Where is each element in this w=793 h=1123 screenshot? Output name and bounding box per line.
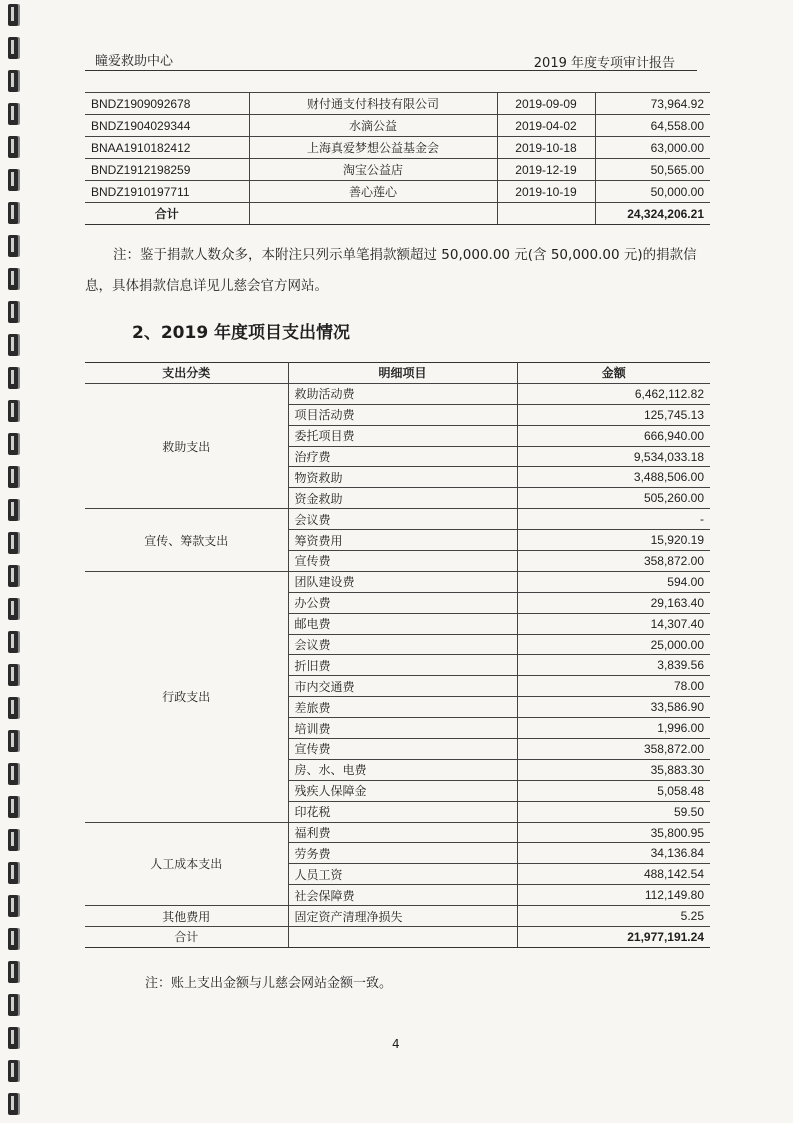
donation-row <box>85 93 710 115</box>
donation-date: 2019-04-02 <box>497 115 595 137</box>
donation-date: 2019-10-18 <box>497 137 595 159</box>
binding-ring <box>8 499 18 521</box>
binding-ring <box>8 928 18 950</box>
expenditure-row <box>85 571 710 592</box>
expenditure-amount: 505,260.00 <box>517 488 710 509</box>
expenditure-category: 救助支出 <box>85 383 288 508</box>
expenditure-amount: 125,745.13 <box>517 404 710 425</box>
donation-total: 24,324,206.21 <box>595 203 710 225</box>
expenditure-amount: 5.25 <box>517 906 710 927</box>
expenditure-amount: 35,883.30 <box>517 759 710 780</box>
donation-id: BNAA1910182412 <box>85 137 249 159</box>
binding-ring <box>8 37 18 59</box>
binding-ring <box>8 1060 18 1082</box>
header-amount: 金额 <box>517 363 710 384</box>
donation-amount: 64,558.00 <box>595 115 710 137</box>
expenditure-amount: 15,920.19 <box>517 530 710 551</box>
donation-note: 注：鉴于捐款人数众多，本附注只列示单笔捐款额超过 50,000.00 元(含 50,000.00 元)的捐款信息，具体捐款信息详见儿慈会官方网站。 <box>85 247 697 294</box>
expenditure-amount: 3,488,506.00 <box>517 467 710 488</box>
donation-id: BNDZ1912198259 <box>85 159 249 181</box>
binding-ring <box>8 664 18 686</box>
expenditure-amount: 1,996.00 <box>517 718 710 739</box>
donor-name: 财付通支付科技有限公司 <box>249 93 497 115</box>
expenditure-item: 项目活动费 <box>288 404 517 425</box>
expenditure-item: 人员工资 <box>288 864 517 885</box>
expenditure-amount: 488,142.54 <box>517 864 710 885</box>
expenditure-amount: 358,872.00 <box>517 551 710 572</box>
expenditure-item: 宣传费 <box>288 551 517 572</box>
expenditure-item: 团队建设费 <box>288 571 517 592</box>
binding-ring <box>8 202 18 224</box>
donation-row <box>85 159 710 181</box>
header-rule <box>85 70 697 71</box>
expenditure-amount: 35,800.95 <box>517 822 710 843</box>
expenditure-item: 委托项目费 <box>288 425 517 446</box>
binding-ring <box>8 796 18 818</box>
binding-ring <box>8 829 18 851</box>
expenditure-item: 救助活动费 <box>288 383 517 404</box>
expenditure-item: 劳务费 <box>288 843 517 864</box>
expenditure-table <box>85 362 710 948</box>
donation-total-row <box>85 203 710 225</box>
binding-ring <box>8 235 18 257</box>
binding-ring <box>8 565 18 587</box>
binding-ring <box>8 763 18 785</box>
expenditure-amount: 33,586.90 <box>517 697 710 718</box>
binding-ring <box>8 367 18 389</box>
expenditure-amount: 25,000.00 <box>517 634 710 655</box>
binding-ring <box>8 862 18 884</box>
binding-ring <box>8 1093 18 1115</box>
expenditure-amount: 78.00 <box>517 676 710 697</box>
donor-name: 上海真爱梦想公益基金会 <box>249 137 497 159</box>
binding-ring <box>8 334 18 356</box>
empty-cell <box>497 203 595 225</box>
expenditure-item: 会议费 <box>288 634 517 655</box>
binding-ring <box>8 268 18 290</box>
binding-ring <box>8 169 18 191</box>
binding-ring <box>8 532 18 554</box>
binding-ring <box>8 730 18 752</box>
section-title: 2、2019 年度项目支出情况 <box>132 323 351 343</box>
expenditure-amount: 34,136.84 <box>517 843 710 864</box>
expenditure-category: 其他费用 <box>85 906 288 927</box>
header-item: 明细项目 <box>288 363 517 384</box>
binding-ring <box>8 70 18 92</box>
donations-table <box>85 92 710 225</box>
expenditure-item: 培训费 <box>288 718 517 739</box>
expenditure-amount: 5,058.48 <box>517 780 710 801</box>
expenditure-amount: 666,940.00 <box>517 425 710 446</box>
expenditure-item: 房、水、电费 <box>288 759 517 780</box>
expenditure-item: 印花税 <box>288 801 517 822</box>
expenditure-amount: 14,307.40 <box>517 613 710 634</box>
expenditure-amount: 594.00 <box>517 571 710 592</box>
binding-ring <box>8 994 18 1016</box>
expenditure-row <box>85 509 710 530</box>
expenditure-item: 折旧费 <box>288 655 517 676</box>
expenditure-row <box>85 383 710 404</box>
expenditure-category: 行政支出 <box>85 571 288 822</box>
expenditure-amount: 9,534,033.18 <box>517 446 710 467</box>
binding-ring <box>8 136 18 158</box>
expenditure-amount: 112,149.80 <box>517 885 710 906</box>
header-category: 支出分类 <box>85 363 288 384</box>
expenditure-item: 宣传费 <box>288 739 517 760</box>
expenditure-total: 21,977,191.24 <box>517 927 710 948</box>
spiral-binding <box>0 0 34 1123</box>
expenditure-item: 治疗费 <box>288 446 517 467</box>
expenditure-item: 残疾人保障金 <box>288 780 517 801</box>
donation-date: 2019-12-19 <box>497 159 595 181</box>
expenditure-row <box>85 906 710 927</box>
header-report-title: 2019 年度专项审计报告 <box>533 56 675 71</box>
binding-ring <box>8 631 18 653</box>
binding-ring <box>8 4 18 26</box>
binding-ring <box>8 103 18 125</box>
binding-ring <box>8 466 18 488</box>
expenditure-amount: - <box>517 509 710 530</box>
binding-ring <box>8 961 18 983</box>
donation-date: 2019-09-09 <box>497 93 595 115</box>
expenditure-item: 固定资产清理净损失 <box>288 906 517 927</box>
expenditure-header-row <box>85 363 710 384</box>
expenditure-amount: 6,462,112.82 <box>517 383 710 404</box>
donor-name: 水滴公益 <box>249 115 497 137</box>
donation-id: BNDZ1910197711 <box>85 181 249 203</box>
binding-ring <box>8 697 18 719</box>
donation-amount: 50,565.00 <box>595 159 710 181</box>
expenditure-item: 会议费 <box>288 509 517 530</box>
binding-ring <box>8 598 18 620</box>
donation-id: BNDZ1904029344 <box>85 115 249 137</box>
expenditure-item: 差旅费 <box>288 697 517 718</box>
expenditure-amount: 3,839.56 <box>517 655 710 676</box>
empty-cell <box>249 203 497 225</box>
donation-row <box>85 181 710 203</box>
donation-amount: 63,000.00 <box>595 137 710 159</box>
expenditure-total-row <box>85 927 710 948</box>
expenditure-row <box>85 822 710 843</box>
expenditure-amount: 29,163.40 <box>517 592 710 613</box>
expenditure-category: 宣传、筹款支出 <box>85 509 288 572</box>
expenditure-item: 筹资费用 <box>288 530 517 551</box>
binding-ring <box>8 433 18 455</box>
expenditure-item: 物资救助 <box>288 467 517 488</box>
page-number: 4 <box>392 1037 400 1051</box>
binding-ring <box>8 301 18 323</box>
expenditure-item: 办公费 <box>288 592 517 613</box>
total-label: 合计 <box>85 203 249 225</box>
header-org: 瞳爱救助中心 <box>95 54 174 69</box>
donation-date: 2019-10-19 <box>497 181 595 203</box>
total-label: 合计 <box>85 927 288 948</box>
donation-id: BNDZ1909092678 <box>85 93 249 115</box>
donation-row <box>85 137 710 159</box>
binding-ring <box>8 400 18 422</box>
expenditure-amount: 358,872.00 <box>517 739 710 760</box>
expenditure-category: 人工成本支出 <box>85 822 288 906</box>
expenditure-amount: 59.50 <box>517 801 710 822</box>
donation-amount: 73,964.92 <box>595 93 710 115</box>
donation-amount: 50,000.00 <box>595 181 710 203</box>
expenditure-item: 福利费 <box>288 822 517 843</box>
donor-name: 淘宝公益店 <box>249 159 497 181</box>
binding-ring <box>8 895 18 917</box>
donor-name: 善心莲心 <box>249 181 497 203</box>
expenditure-item: 邮电费 <box>288 613 517 634</box>
expenditure-item: 社会保障费 <box>288 885 517 906</box>
expenditure-item: 资金救助 <box>288 488 517 509</box>
donation-row <box>85 115 710 137</box>
expenditure-note: 注：账上支出金额与儿慈会网站金额一致。 <box>145 976 393 991</box>
empty-cell <box>288 927 517 948</box>
binding-ring <box>8 1027 18 1049</box>
expenditure-item: 市内交通费 <box>288 676 517 697</box>
